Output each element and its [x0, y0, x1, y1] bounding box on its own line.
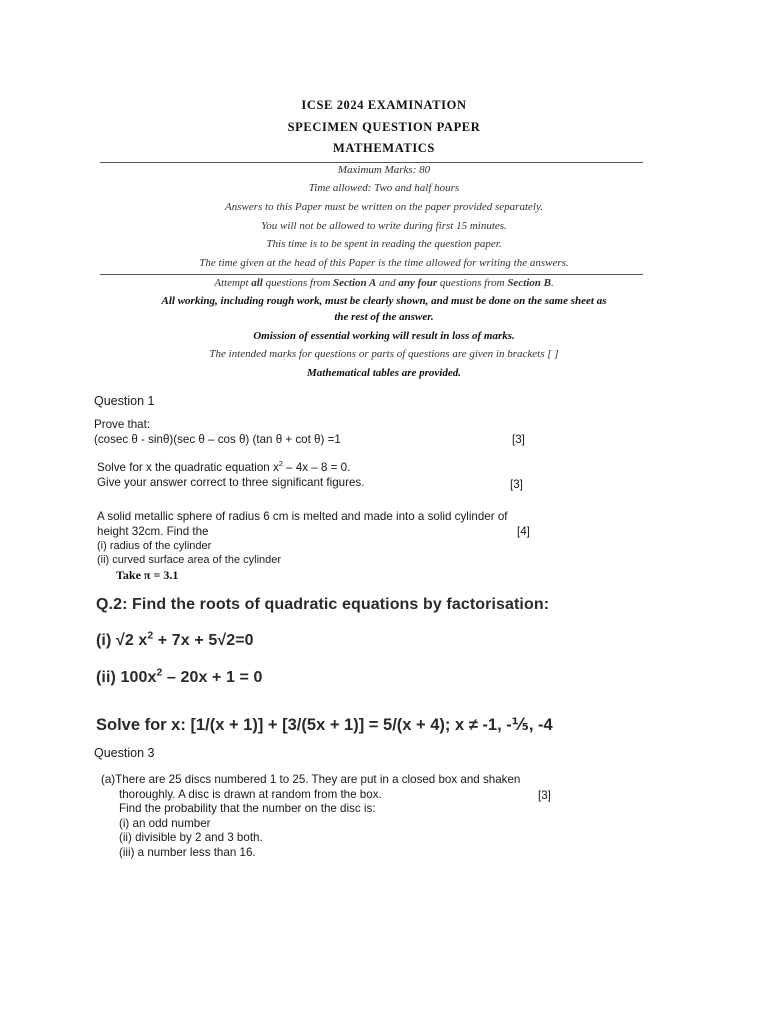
any-four-text: any four: [398, 277, 438, 289]
instruction-line: You will not be allowed to write during first 15 minutes.: [261, 220, 507, 232]
intended-marks-note: The intended marks for questions or parts of questions are given in brackets [ ]: [209, 348, 559, 360]
q1a-identity: (cosec θ - sinθ)(sec θ – cos θ) (tan θ + cot θ) =1: [94, 433, 341, 446]
tables-note: Mathematical tables are provided.: [307, 367, 461, 379]
q3a-part-iii: (iii) a number less than 16.: [119, 846, 256, 859]
q1a-marks: [3]: [512, 433, 525, 446]
question-1-label: Question 1: [94, 394, 155, 408]
q2i-text: + 7x + 5√2=0: [153, 632, 254, 649]
q2-part-i: [96, 632, 254, 650]
omission-warning: Omission of essential working will result in loss of marks.: [253, 330, 515, 342]
q1a-prompt: Prove that:: [94, 418, 151, 431]
q3a-question: Find the probability that the number on the disc is:: [119, 802, 376, 815]
q1b-instruction: Give your answer correct to three significant figures.: [97, 476, 365, 489]
q1c-statement: A solid metallic sphere of radius 6 cm is melted and made into a solid cylinder of: [97, 510, 508, 523]
q2ii-text: (ii) 100x: [96, 669, 157, 686]
q1b-marks: [3]: [510, 478, 523, 491]
q1b-text: – 4x – 8 = 0.: [282, 461, 351, 474]
section-a-text: Section A: [333, 277, 377, 289]
header-divider: [100, 162, 643, 163]
section-b-text: Section B: [507, 277, 552, 289]
q1c-part-i: (i) radius of the cylinder: [97, 540, 212, 552]
attempt-text: .: [551, 277, 554, 289]
attempt-all-text: all: [251, 277, 263, 289]
q2i-text: (i) √2 x: [96, 632, 148, 649]
time-allowed: Time allowed: Two and half hours: [308, 182, 460, 194]
instruction-line: Answers to this Paper must be written on the paper provided separately.: [225, 201, 543, 213]
maximum-marks: Maximum Marks: 80: [337, 164, 431, 176]
q2-solve-equation: Solve for x: [1/(x + 1)] + [3/(5x + 1)] = 5/(x + 4); x ≠ -1, -⅕, -4: [96, 716, 553, 734]
q1b-exponent: 2: [278, 459, 283, 469]
attempt-instruction: [0, 277, 768, 289]
q1c-statement-cont: height 32cm. Find the: [97, 525, 209, 538]
working-instruction-cont: the rest of the answer.: [334, 311, 434, 323]
question-2-heading: Q.2: Find the roots of quadratic equations by factorisation:: [96, 596, 550, 613]
q2ii-text: – 20x + 1 = 0: [162, 669, 263, 686]
attempt-text: Attempt: [214, 277, 252, 289]
q3a-marks: [3]: [538, 789, 551, 802]
working-instruction: All working, including rough work, must be clearly shown, and must be done on the same sheet as: [161, 295, 607, 307]
paper-title: ICSE 2024 EXAMINATION: [301, 98, 467, 112]
instruction-line: The time given at the head of this Paper is the time allowed for writing the answers.: [199, 257, 569, 269]
q1b-text: Solve for x the quadratic equation x: [97, 461, 279, 474]
q2ii-exponent: 2: [156, 667, 163, 679]
q1b-equation: [97, 461, 350, 474]
paper-subject: MATHEMATICS: [333, 141, 435, 155]
q3a-part-ii: (ii) divisible by 2 and 3 both.: [119, 831, 263, 844]
q2-part-ii: [96, 669, 263, 687]
q3a-statement: (a)There are 25 discs numbered 1 to 25. They are put in a closed box and shaken: [101, 773, 521, 786]
q3a-part-i: (i) an odd number: [119, 817, 211, 830]
question-3-label: Question 3: [94, 746, 155, 760]
instruction-line: This time is to be spent in reading the question paper.: [266, 238, 502, 250]
attempt-text: questions from: [437, 277, 508, 289]
instructions-divider: [100, 274, 643, 275]
q1c-pi-value: Take π = 3.1: [116, 568, 179, 582]
paper-subtitle: SPECIMEN QUESTION PAPER: [287, 120, 481, 134]
q3a-statement-cont: thoroughly. A disc is drawn at random from the box.: [119, 788, 382, 801]
q1c-part-ii: (ii) curved surface area of the cylinder: [97, 554, 282, 566]
attempt-text: questions from: [262, 277, 334, 289]
attempt-text: and: [376, 277, 399, 289]
q1c-marks: [4]: [517, 525, 530, 538]
q2i-exponent: 2: [147, 630, 154, 642]
